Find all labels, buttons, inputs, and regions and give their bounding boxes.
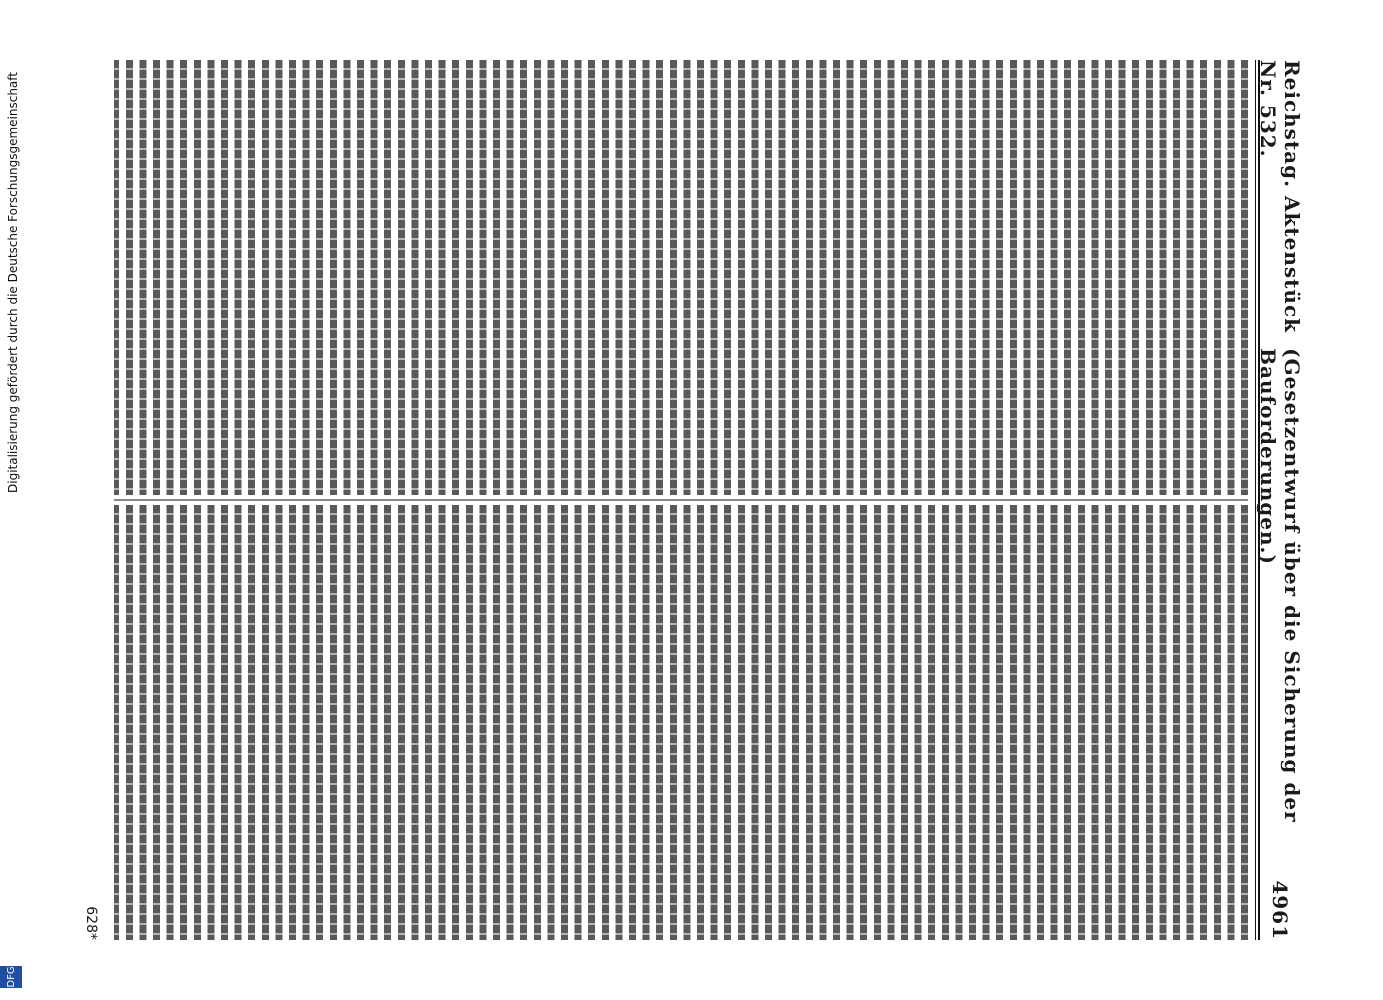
left-column [114,60,1248,495]
column-divider [114,500,1248,501]
digitization-note [0,0,26,1000]
right-column [114,505,1248,940]
rotated-page [78,60,1304,940]
page-header [1256,60,1304,940]
scanned-document [78,60,1304,940]
right-column-text-lines [114,505,1248,940]
digitization-note-text: Digitalisierung gefördert durch die Deutsche Forschungsgemeinschaft [6,71,20,493]
header-center: (Gesetzentwurf über die Sicherung der Bauforderungen.) [1256,348,1304,823]
dfg-logo-icon: DFG [0,966,22,988]
header-page-number: 4961 [1268,880,1292,940]
page-footer-number: 628* [83,906,99,940]
header-left: Reichstag. Aktenstück Nr. 532. [1256,60,1304,333]
left-column-text-lines [114,60,1248,495]
header-rule [1255,60,1256,940]
